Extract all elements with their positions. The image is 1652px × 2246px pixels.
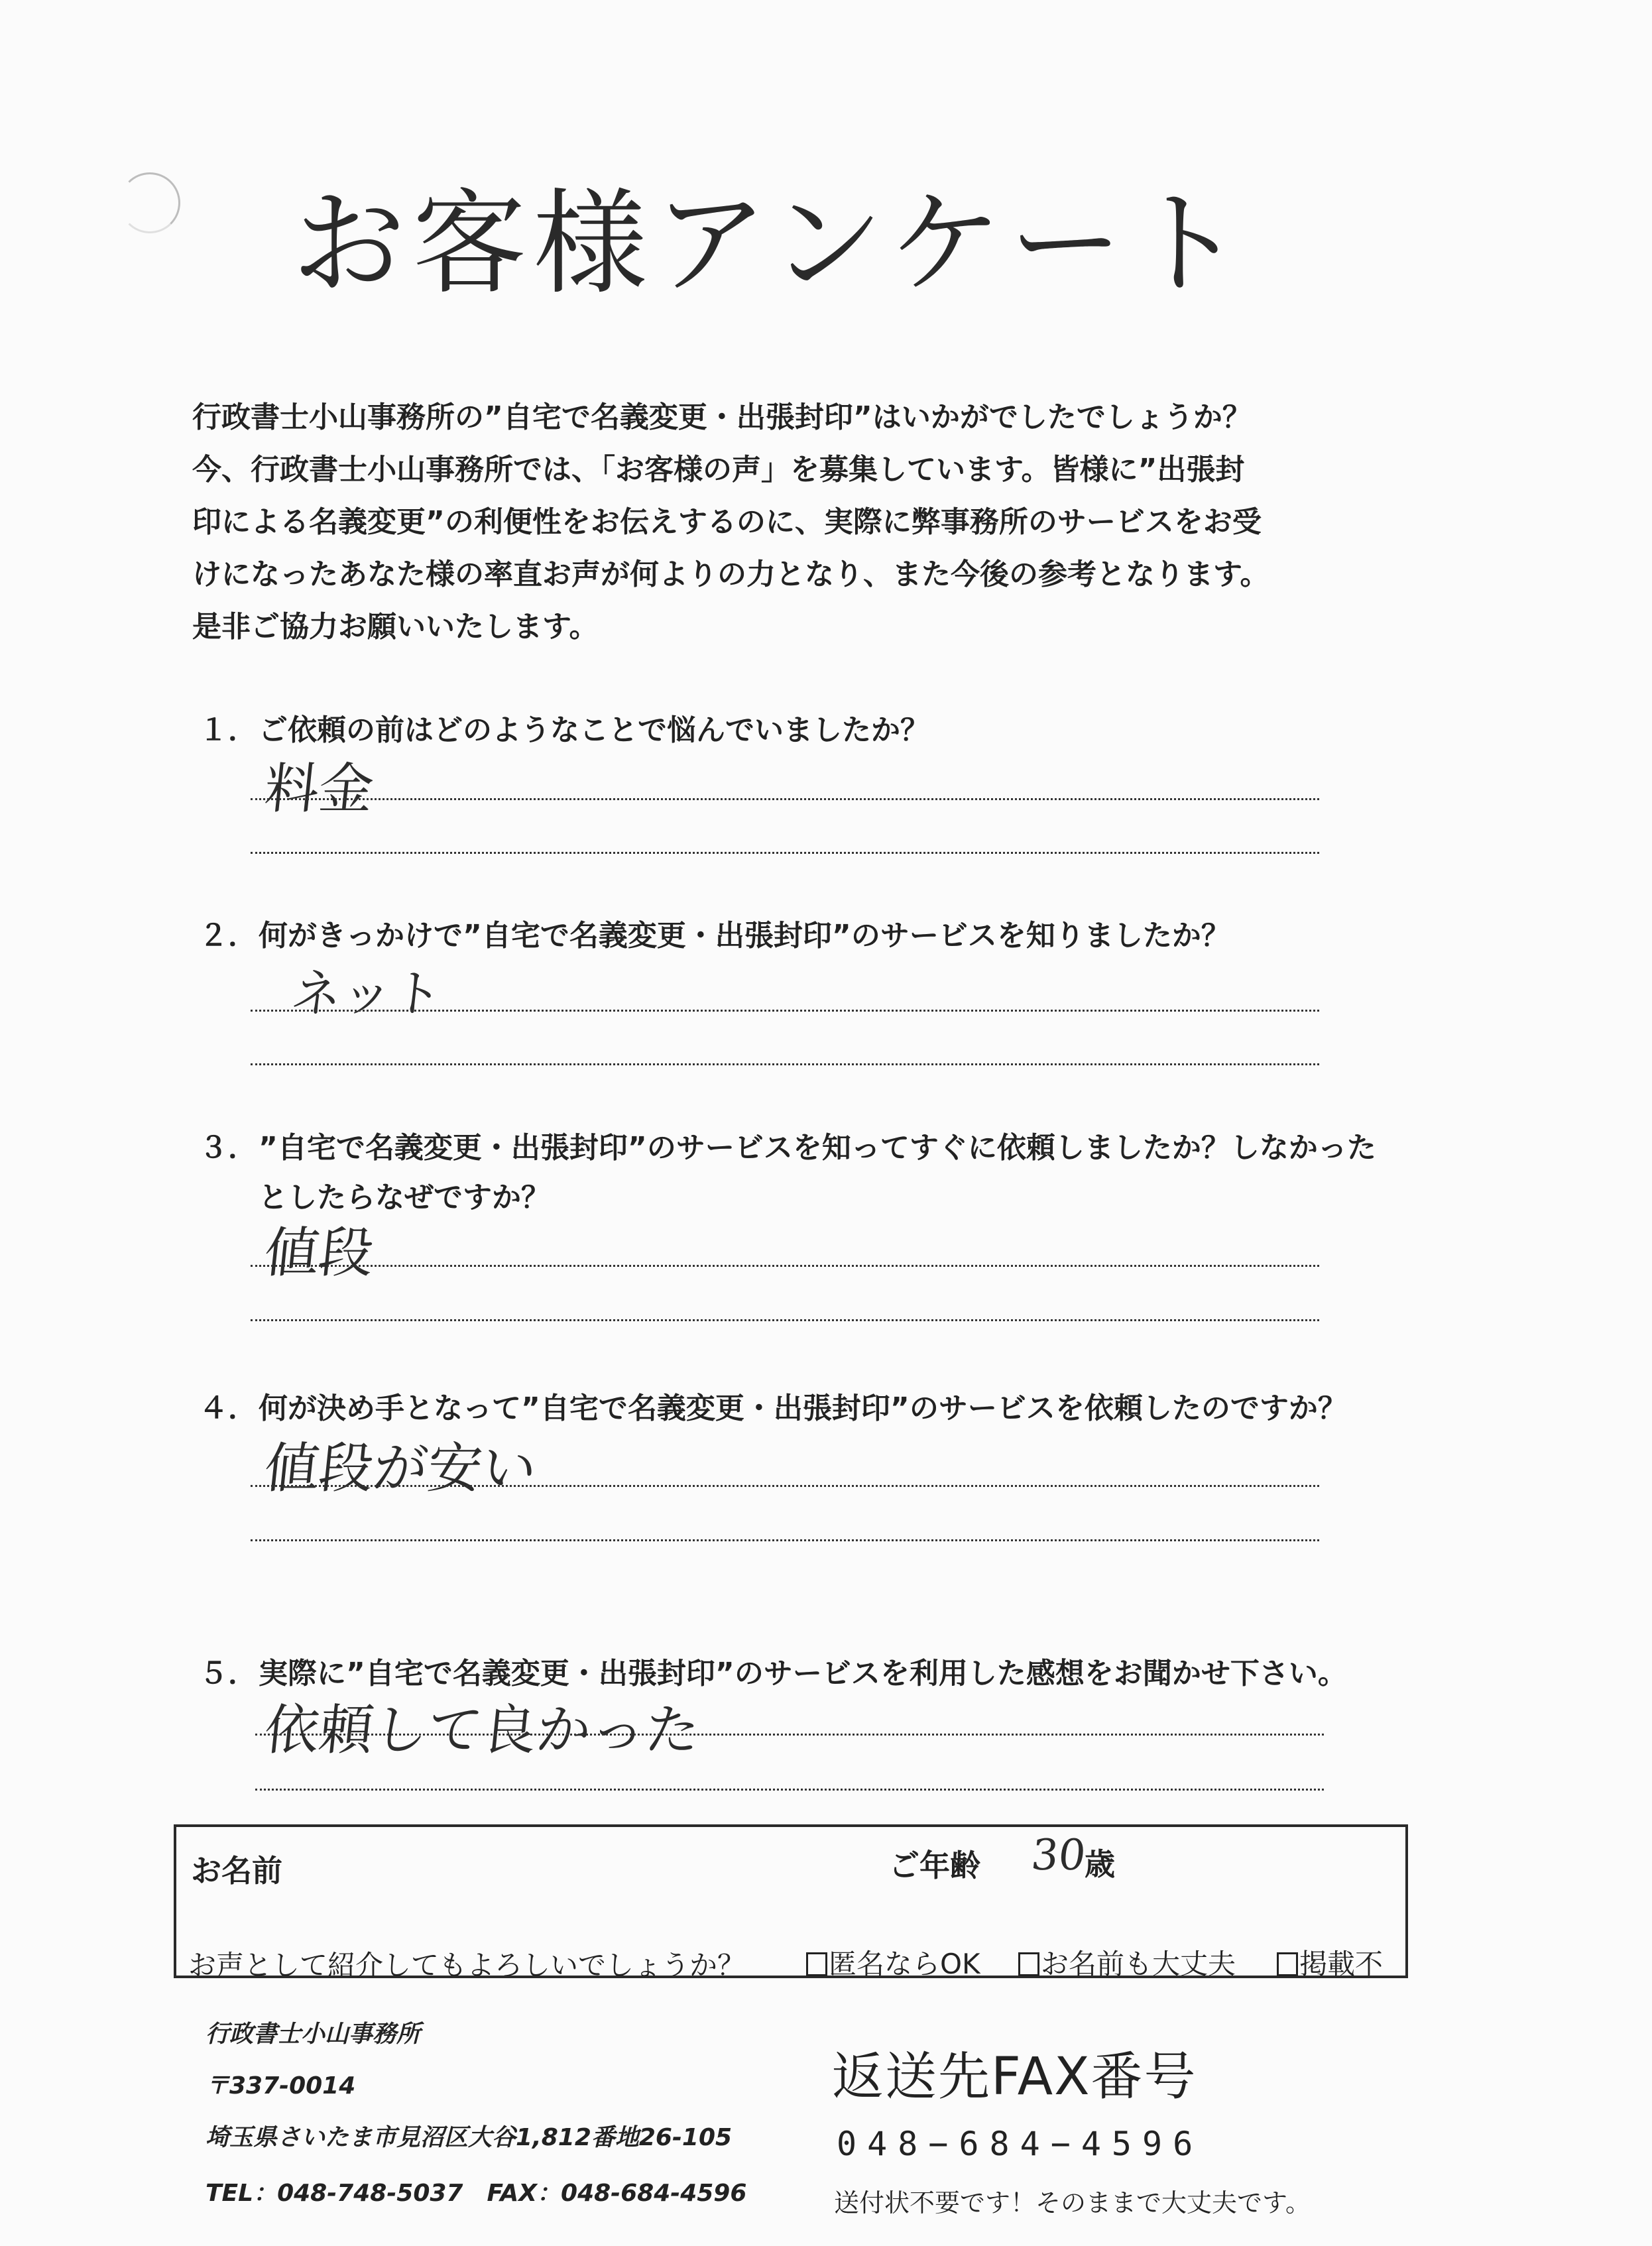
answer-line bbox=[251, 1319, 1319, 1321]
answer-4[interactable]: 値段が安い bbox=[261, 1437, 540, 1500]
answer-line bbox=[255, 1734, 1324, 1736]
age-label: ご年齢 bbox=[889, 1848, 980, 1883]
question-5 bbox=[199, 1649, 1347, 1692]
question-text: 何がきっかけで”自宅で名義変更・出張封印”のサービスを知りましたか？ bbox=[259, 919, 1230, 953]
question-4 bbox=[199, 1384, 1347, 1427]
return-fax-heading: 返送先FAX番号 bbox=[832, 2047, 1197, 2107]
answer-line bbox=[251, 798, 1319, 800]
question-number: ３． bbox=[199, 1131, 257, 1165]
answer-line bbox=[251, 852, 1319, 854]
question-3 bbox=[199, 1124, 1376, 1166]
age-unit: 歳 bbox=[1085, 1846, 1115, 1882]
office-name: 行政書士小山事務所 bbox=[206, 2021, 421, 2048]
question-text: 何が決め手となって”自宅で名義変更・出張封印”のサービスを依頼したのですか？ bbox=[259, 1391, 1347, 1425]
consent-option-decline[interactable] bbox=[1277, 1942, 1383, 1982]
office-address: 埼玉県さいたま市見沼区大谷1,812番地26-105 bbox=[206, 2124, 733, 2151]
fax-note: 送付状不要です！そのままで大丈夫です。 bbox=[834, 2188, 1311, 2217]
answer-3[interactable]: 値段 bbox=[261, 1222, 377, 1285]
intro-line: けになったあなた様の率直お声が何よりの力となり、また今後の参考となります。 bbox=[192, 558, 1269, 591]
checkbox[interactable] bbox=[1018, 1952, 1039, 1976]
intro-line: 行政書士小山事務所の”自宅で名義変更・出張封印”はいかがでしたでしょうか？ bbox=[192, 400, 1252, 434]
answer-line bbox=[251, 1063, 1319, 1065]
intro-line: 是非ご協力お願いいたします。 bbox=[192, 610, 599, 644]
punch-hole-mark bbox=[119, 172, 180, 233]
answer-5[interactable]: 依頼して良かった bbox=[261, 1699, 703, 1762]
option-label: 匿名ならOK bbox=[829, 1948, 980, 1980]
answer-line bbox=[251, 1265, 1319, 1267]
question-number: １． bbox=[199, 713, 257, 747]
name-label: お名前 bbox=[191, 1853, 282, 1889]
answer-1[interactable]: 料金 bbox=[261, 758, 377, 821]
answer-line bbox=[251, 1010, 1319, 1012]
question-text: ”自宅で名義変更・出張封印”のサービスを知ってすぐに依頼しましたか？しなかった bbox=[259, 1131, 1376, 1165]
consent-option-anonymous[interactable] bbox=[806, 1942, 980, 1982]
consent-question: お声として紹介してもよろしいでしょうか？ bbox=[188, 1949, 746, 1981]
question-2 bbox=[199, 912, 1230, 954]
option-label: 掲載不 bbox=[1299, 1948, 1384, 1980]
respondent-info-box bbox=[174, 1824, 1408, 1981]
consent-option-name-ok[interactable] bbox=[1018, 1942, 1236, 1982]
question-1 bbox=[199, 706, 929, 748]
answer-line bbox=[255, 1789, 1324, 1791]
intro-paragraph bbox=[192, 391, 1492, 653]
question-number: ５． bbox=[199, 1657, 257, 1690]
question-text: ご依頼の前はどのようなことで悩んでいましたか？ bbox=[259, 713, 929, 747]
office-postal: 〒337-0014 bbox=[206, 2072, 356, 2099]
answer-line bbox=[251, 1485, 1319, 1487]
question-text: 実際に”自宅で名義変更・出張封印”のサービスを利用した感想をお聞かせ下さい。 bbox=[259, 1657, 1347, 1690]
answer-2[interactable]: ネット bbox=[288, 964, 446, 1023]
checkbox[interactable] bbox=[1277, 1952, 1298, 1976]
question-number: ４． bbox=[199, 1391, 257, 1425]
question-number: ２． bbox=[199, 919, 257, 953]
question-3-continued: としたらなぜですか？ bbox=[259, 1181, 550, 1214]
answer-line bbox=[251, 1539, 1319, 1541]
age-value[interactable]: 30 bbox=[1029, 1831, 1089, 1880]
page-title: お客様アンケート bbox=[292, 177, 1250, 310]
office-contact: TEL：048-748-5037 FAX：048-684-4596 bbox=[206, 2180, 747, 2207]
checkbox[interactable] bbox=[806, 1952, 827, 1976]
intro-line: 印による名義変更”の利便性をお伝えするのに、実際に弊事務所のサービスをお受 bbox=[192, 505, 1262, 539]
option-label: お名前も大丈夫 bbox=[1041, 1948, 1236, 1980]
return-fax-number: 048−684−4596 bbox=[837, 2125, 1204, 2163]
intro-line: 今、行政書士小山事務所では、「お客様の声」を募集しています。皆様に”出張封 bbox=[192, 453, 1245, 487]
